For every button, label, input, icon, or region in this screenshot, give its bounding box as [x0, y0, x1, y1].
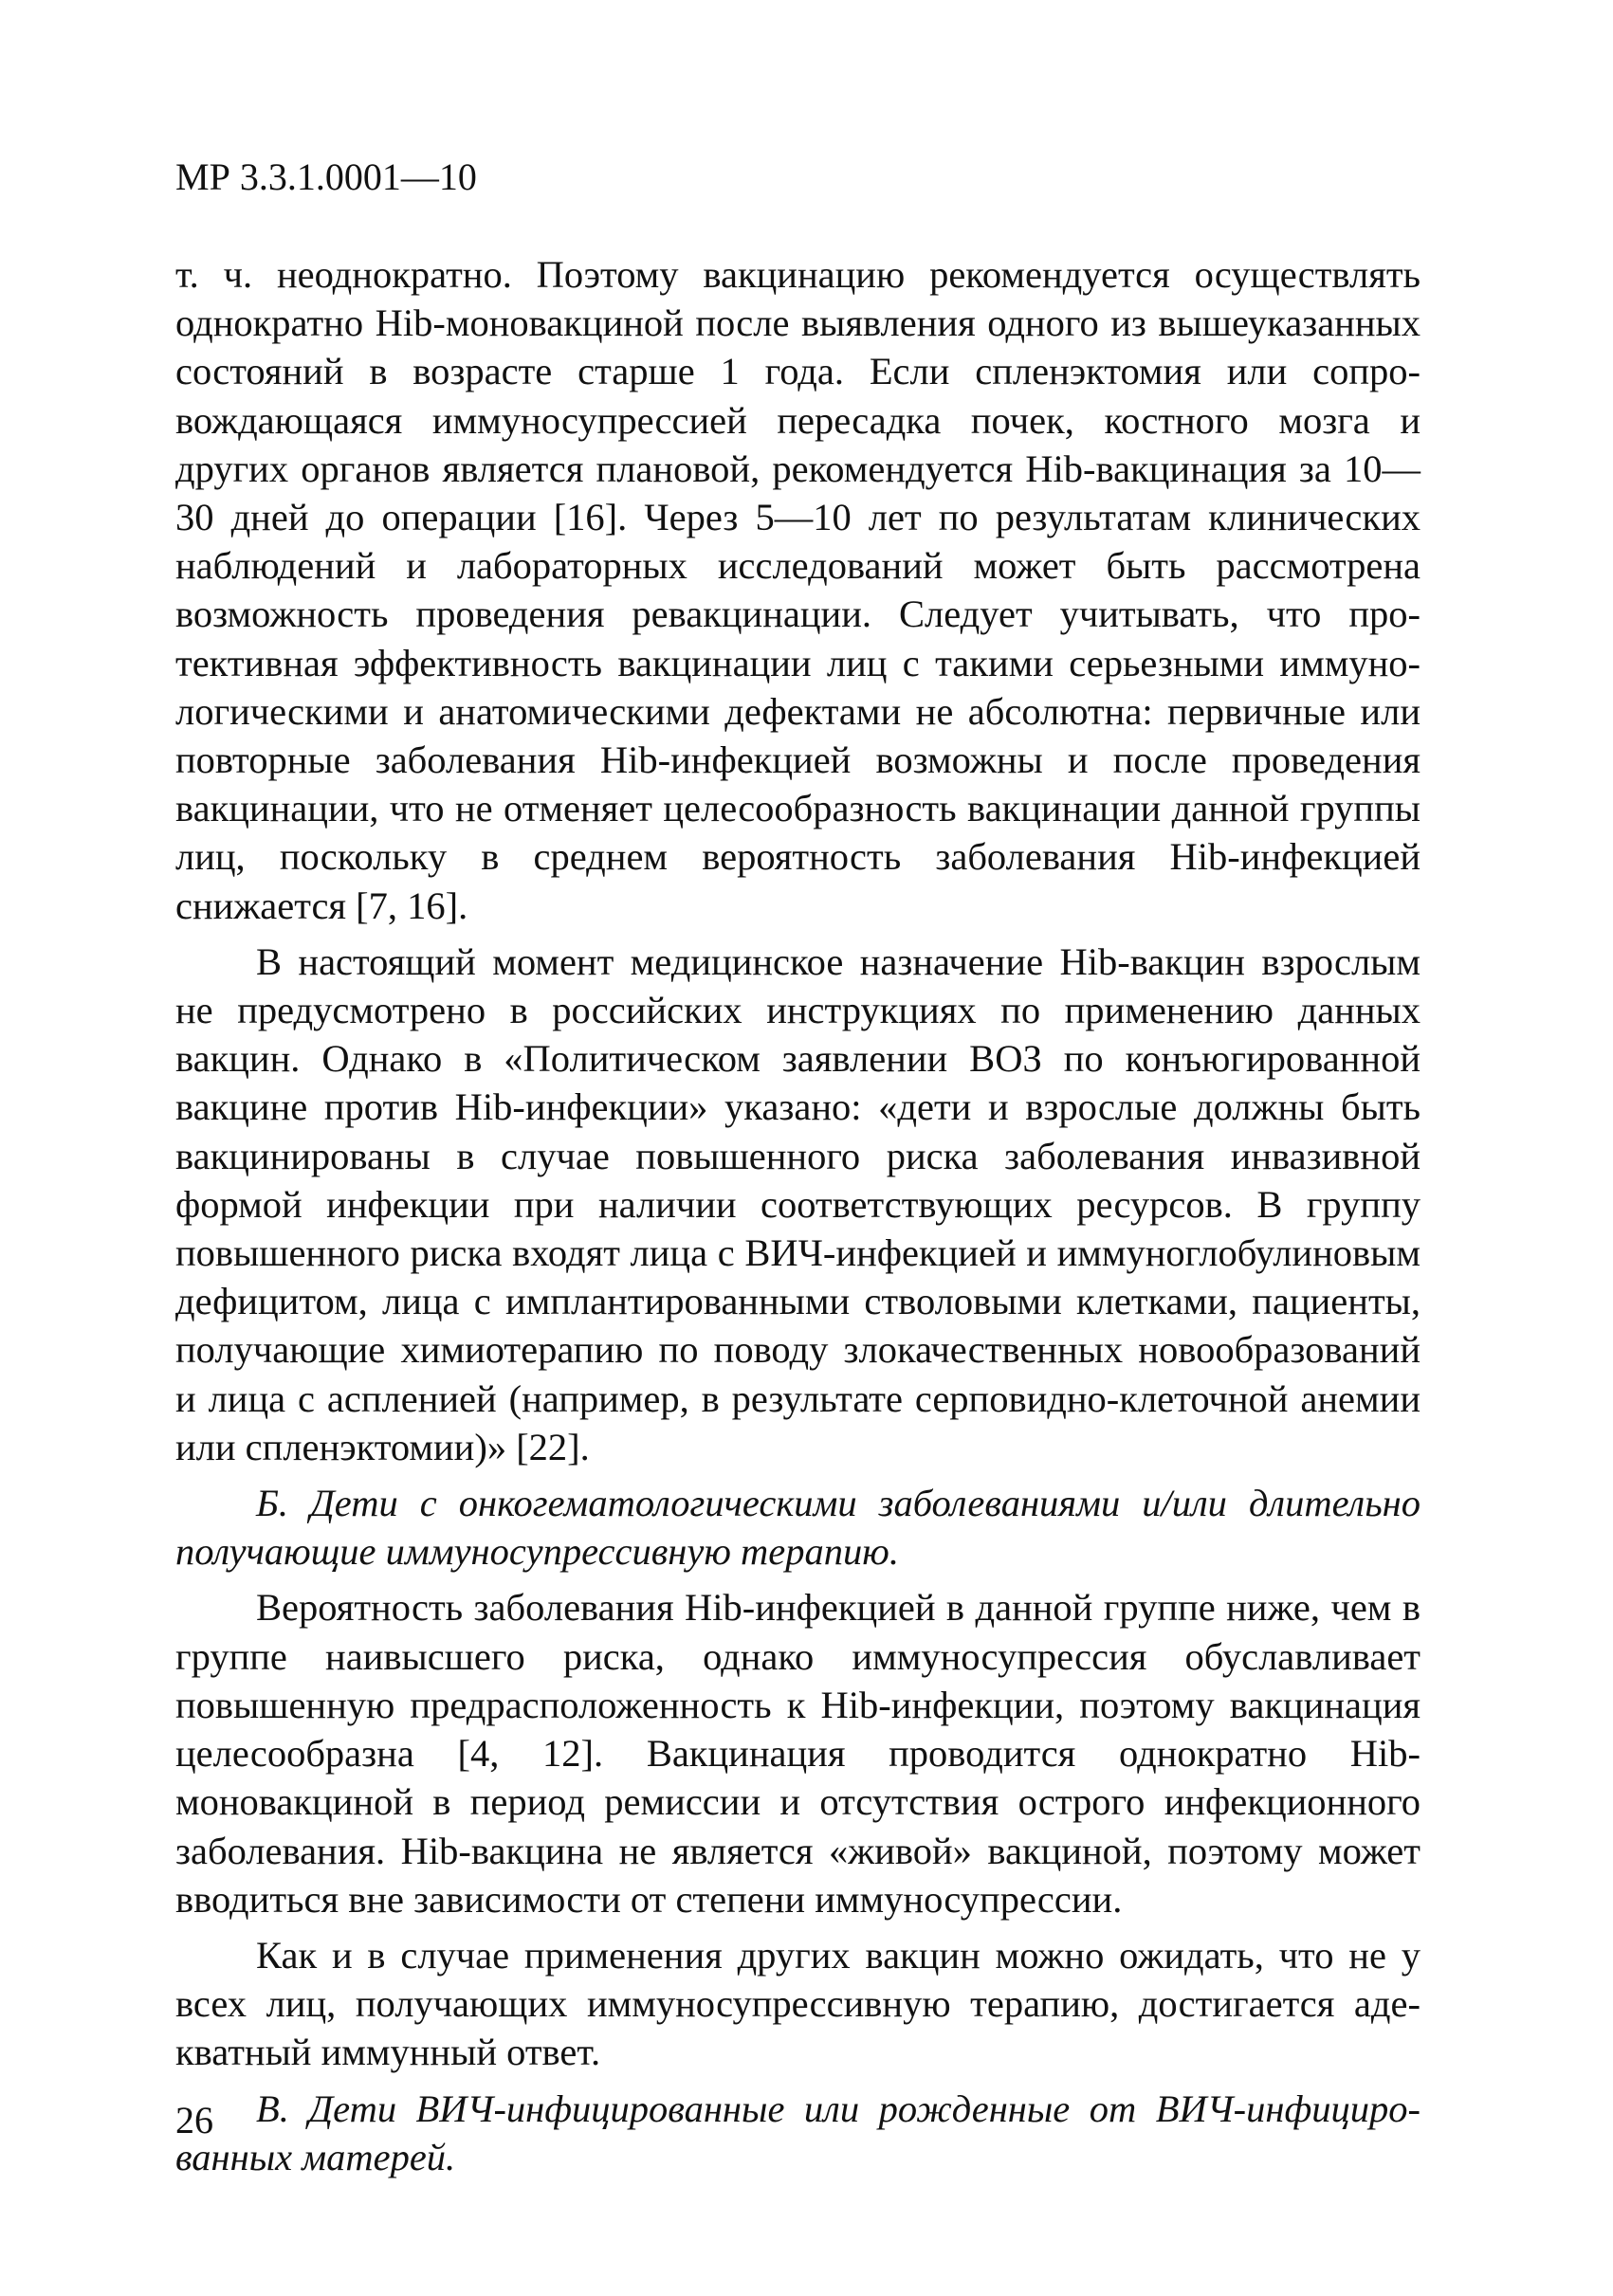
subsection-heading-oncohematology: Б. Дети с онкогематологическими заболеваниями и/или длительно получающие иммуносупрессивную терапию. — [175, 1482, 1421, 1574]
paragraph-adult-vaccination: В настоящий момент медицинское назначение Hib-вакцин взрослым не предусмотрено в российских инструкциях по применению данных вакцин. Однако в «Политическом заявлении ВОЗ по конъюгированной вакцине против Hib-инфекции» указано: «дети и взрослые должны быть вакцинированы в случае повышенного риска заболевания инвазивной формой инфекции при наличии соответствующих ресурсов. В группу повышенного риска входят лица с ВИЧ-инфекцией и иммуноглобулиновым дефицитом, лица с имплантированными стволовыми клетками, пациенты, получающие химиотерапию по поводу злокачественных новообразований и лица с аспленией (например, в результате серповидно-клеточной анемии или спленэктомии)» [22]. — [175, 939, 1421, 1468]
body-text — [175, 250, 1421, 2181]
paragraph-immunosuppression-risk: Вероятность заболевания Hib-инфекцией в данной группе ниже, чем в группе наивысшего риска, однако иммуносупрессия обуславливает повышенную предрасположенность к Hib-инфекции, поэтому вакцинация целесообразна [4, 12]. Вакцинация проводится однократно Hib-моновакциной в период ремиссии и отсутствия острого инфекционного заболевания. Hib-вакцина не является «живой» вакциной, поэтому может вводиться вне зависимости от степени иммуносупрессии. — [175, 1586, 1421, 1921]
page-number: 26 — [175, 2099, 213, 2141]
paragraph-immune-response: Как и в случае применения других вакцин можно ожидать, что не у всех лиц, получающих иммуносупрессивную терапию, достигается адекватный иммунный ответ. — [175, 1933, 1421, 2074]
paragraph-vaccination-timing: т. ч. неоднократно. Поэтому вакцинацию рекомендуется осуществлять однократно Hib-моновакциной после выявления одного из вышеуказанных состояний в возрасте старше 1 года. Если спленэктомия или сопровождающаяся иммуносупрессией пересадка почек, костного мозга и других органов является плановой, рекомендуется Hib-вакцинация за 10—30 дней до операции [16]. Через 5—10 лет по результатам клинических наблюдений и лабораторных исследований может быть рассмотрена возможность проведения ревакцинации. Следует учитывать, что протективная эффективность вакцинации лиц с такими серьезными иммунологическими и анатомическими дефектами не абсолютна: первичные или повторные заболевания Hib-инфекцией возможны и после проведения вакцинации, что не отменяет целесообразность вакцинации данной группы лиц, поскольку в среднем вероятность заболевания Hib-инфекцией снижается [7, 16]. — [175, 253, 1421, 927]
subsection-heading-hiv: В. Дети ВИЧ-инфицированные или рожденные от ВИЧ-инфицированных матерей. — [175, 2086, 1421, 2178]
document-header: МР 3.3.1.0001—10 — [175, 155, 477, 198]
